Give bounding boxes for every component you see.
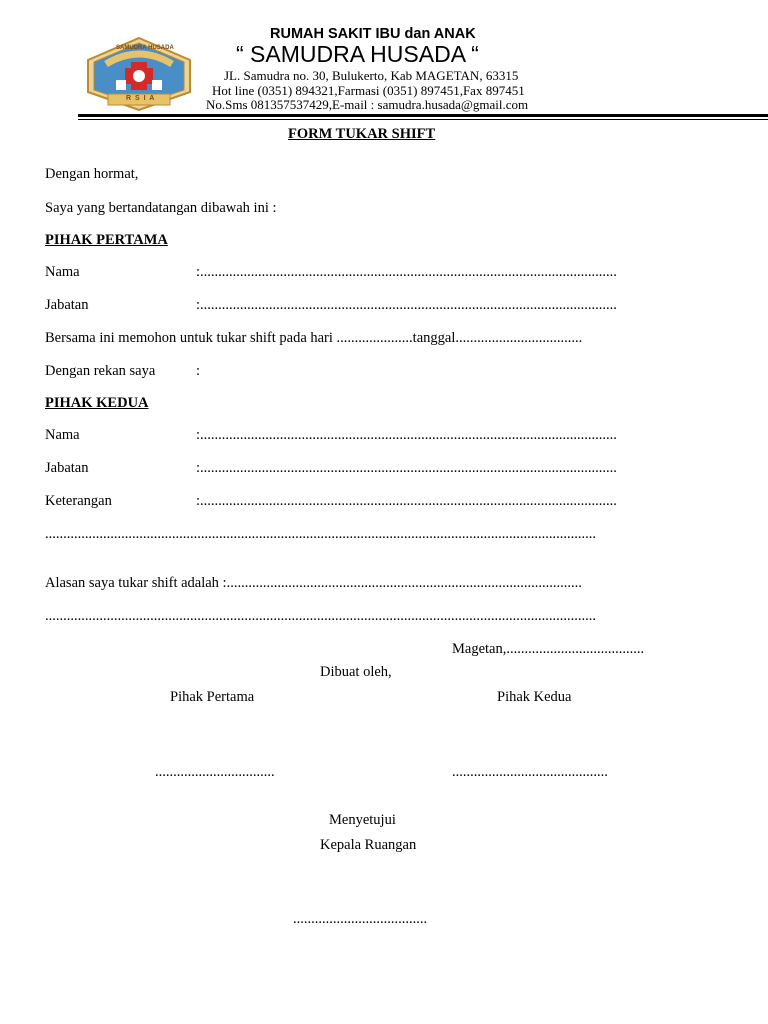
logo-text-bottom: R S I A <box>126 95 156 102</box>
party2-position-label: Jabatan <box>45 460 89 476</box>
partner-colon: : <box>196 363 201 379</box>
party2-name-field[interactable]: :................................................................................................................... <box>196 427 617 443</box>
note-field[interactable]: :................................................................................................................... <box>196 493 617 509</box>
party1-position-field[interactable]: :................................................................................................................... <box>196 297 617 313</box>
note-continuation-field[interactable]: ........................................................................................................................................................ <box>45 526 596 542</box>
reason-continuation-field[interactable]: ........................................................................................................................................................ <box>45 608 596 624</box>
party2-signature-line[interactable]: ........................................... <box>452 764 608 780</box>
logo-text-top: SAMUDRA HUSADA <box>116 45 174 51</box>
party1-name-field[interactable]: :................................................................................................................... <box>196 264 617 280</box>
greeting: Dengan hormat, <box>45 166 139 182</box>
made-by-label: Dibuat oleh, <box>320 664 392 680</box>
hospital-name: “ SAMUDRA HUSADA “ <box>236 41 479 67</box>
header-divider-thick <box>78 114 768 117</box>
note-label: Keterangan <box>45 493 112 509</box>
hospital-contact: No.Sms 081357537429,E-mail : samudra.husada@gmail.com <box>206 97 529 112</box>
party2-name-label: Nama <box>45 427 80 443</box>
party1-heading: PIHAK PERTAMA <box>45 232 168 248</box>
party2-heading: PIHAK KEDUA <box>45 395 149 411</box>
party2-signature-label: Pihak Kedua <box>497 689 572 705</box>
header-divider-thin <box>78 119 768 120</box>
hospital-address: JL. Samudra no. 30, Bulukerto, Kab MAGETAN, 63315 <box>224 68 519 83</box>
approval-label: Menyetujui <box>329 812 396 828</box>
partner-label: Dengan rekan saya <box>45 363 156 379</box>
intro-text: Saya yang bertandatangan dibawah ini : <box>45 200 277 216</box>
hospital-phones: Hot line (0351) 894321,Farmasi (0351) 897451,Fax 897451 <box>212 83 525 98</box>
approver-signature-line[interactable]: ..................................... <box>293 911 428 927</box>
party1-signature-label: Pihak Pertama <box>170 689 255 705</box>
request-line[interactable]: Bersama ini memohon untuk tukar shift pada hari .....................tanggal................................... <box>45 330 583 346</box>
party2-position-field[interactable]: :................................................................................................................... <box>196 460 617 476</box>
hospital-logo <box>86 36 192 112</box>
form-title: FORM TUKAR SHIFT <box>288 126 436 142</box>
approver-title: Kepala Ruangan <box>320 837 417 853</box>
party1-signature-line[interactable]: ................................. <box>155 764 275 780</box>
hospital-type: RUMAH SAKIT IBU dan ANAK <box>270 26 476 42</box>
reason-line[interactable]: Alasan saya tukar shift adalah :.................................................................................................. <box>45 575 582 591</box>
place-date-field[interactable]: Magetan,...................................... <box>452 641 645 657</box>
party1-name-label: Nama <box>45 264 80 280</box>
party1-position-label: Jabatan <box>45 297 89 313</box>
